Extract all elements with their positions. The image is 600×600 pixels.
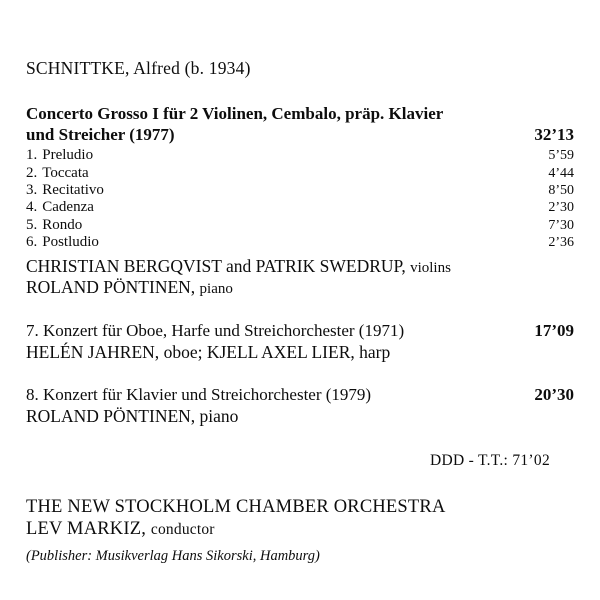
performer-names: CHRISTIAN BERGQVIST and PATRIK SWEDRUP, — [26, 255, 406, 276]
performer-line — [26, 277, 574, 299]
work-two-title: 7. Konzert für Oboe, Harfe und Streichorchester (1971) — [26, 320, 405, 340]
main-work-duration: 32’13 — [534, 125, 574, 145]
track-number: 5. — [26, 216, 38, 233]
performer-names: ROLAND PÖNTINEN, — [26, 277, 196, 298]
track-duration: 7’30 — [548, 217, 574, 233]
conductor-name: LEV MARKIZ, — [26, 519, 147, 540]
work-two-title-row — [26, 321, 574, 341]
work-three-title-row — [26, 385, 574, 405]
track-title: Postludio — [42, 234, 99, 251]
conductor-line — [26, 518, 574, 540]
track-item — [26, 182, 574, 199]
performer-names: ROLAND PÖNTINEN, — [26, 405, 196, 426]
publisher-note: (Publisher: Musikverlag Hans Sikorski, Hamburg) — [26, 547, 320, 564]
track-number: 4. — [26, 199, 38, 216]
performer-names: HELÉN JAHREN, — [26, 341, 160, 362]
work-three-performers — [26, 406, 574, 427]
track-item — [26, 234, 574, 251]
performer-line — [26, 256, 574, 278]
track-title: Toccata — [42, 164, 89, 181]
track-title: Preludio — [42, 147, 94, 164]
work-two-performers — [26, 342, 574, 363]
performer-instrument: piano — [199, 405, 239, 426]
track-number: 2. — [26, 164, 38, 181]
track-title: Rondo — [42, 216, 83, 233]
track-title: Cadenza — [42, 199, 94, 216]
technical-info: DDD - T.T.: 71’02 — [429, 452, 550, 470]
main-work-title — [26, 103, 574, 145]
track-number: 6. — [26, 234, 38, 251]
main-work-title-line-2 — [26, 124, 574, 145]
main-work-title-line-1 — [26, 103, 574, 124]
track-duration: 2’30 — [548, 200, 574, 216]
track-duration: 4’44 — [548, 165, 574, 181]
main-work-title-text-2: und Streicher (1977) — [26, 125, 175, 145]
performer-instrument: violins — [410, 259, 451, 276]
track-list — [26, 147, 574, 251]
work-three-duration: 20’30 — [534, 384, 574, 404]
orchestra-name: THE NEW STOCKHOLM CHAMBER ORCHESTRA — [26, 497, 446, 518]
main-work-title-text-1: Concerto Grosso I für 2 Violinen, Cembalo, präp. Klavier — [26, 104, 444, 123]
main-work-performers — [26, 256, 574, 299]
track-duration: 2’36 — [548, 235, 574, 251]
performer-names: KJELL AXEL LIER, — [206, 341, 355, 362]
track-item — [26, 147, 574, 164]
work-three — [26, 385, 574, 427]
track-duration: 8’50 — [548, 182, 574, 198]
track-item — [26, 199, 574, 216]
work-three-title: 8. Konzert für Klavier und Streichorchester (1979) — [26, 384, 372, 404]
composer-name: SCHNITTKE, Alfred (b. 1934) — [26, 58, 251, 78]
performer-instrument: oboe; — [163, 341, 203, 362]
performer-instrument: harp — [359, 341, 391, 362]
conductor-role: conductor — [150, 521, 215, 539]
track-title: Recitativo — [42, 181, 104, 198]
track-item — [26, 165, 574, 182]
track-number: 1. — [26, 147, 38, 164]
work-two-duration: 17’09 — [534, 320, 574, 340]
track-duration: 5’59 — [548, 148, 574, 164]
track-item — [26, 217, 574, 234]
orchestra-credits — [26, 496, 574, 540]
performer-instrument: piano — [199, 281, 233, 298]
track-number: 3. — [26, 181, 38, 198]
work-two — [26, 321, 574, 363]
